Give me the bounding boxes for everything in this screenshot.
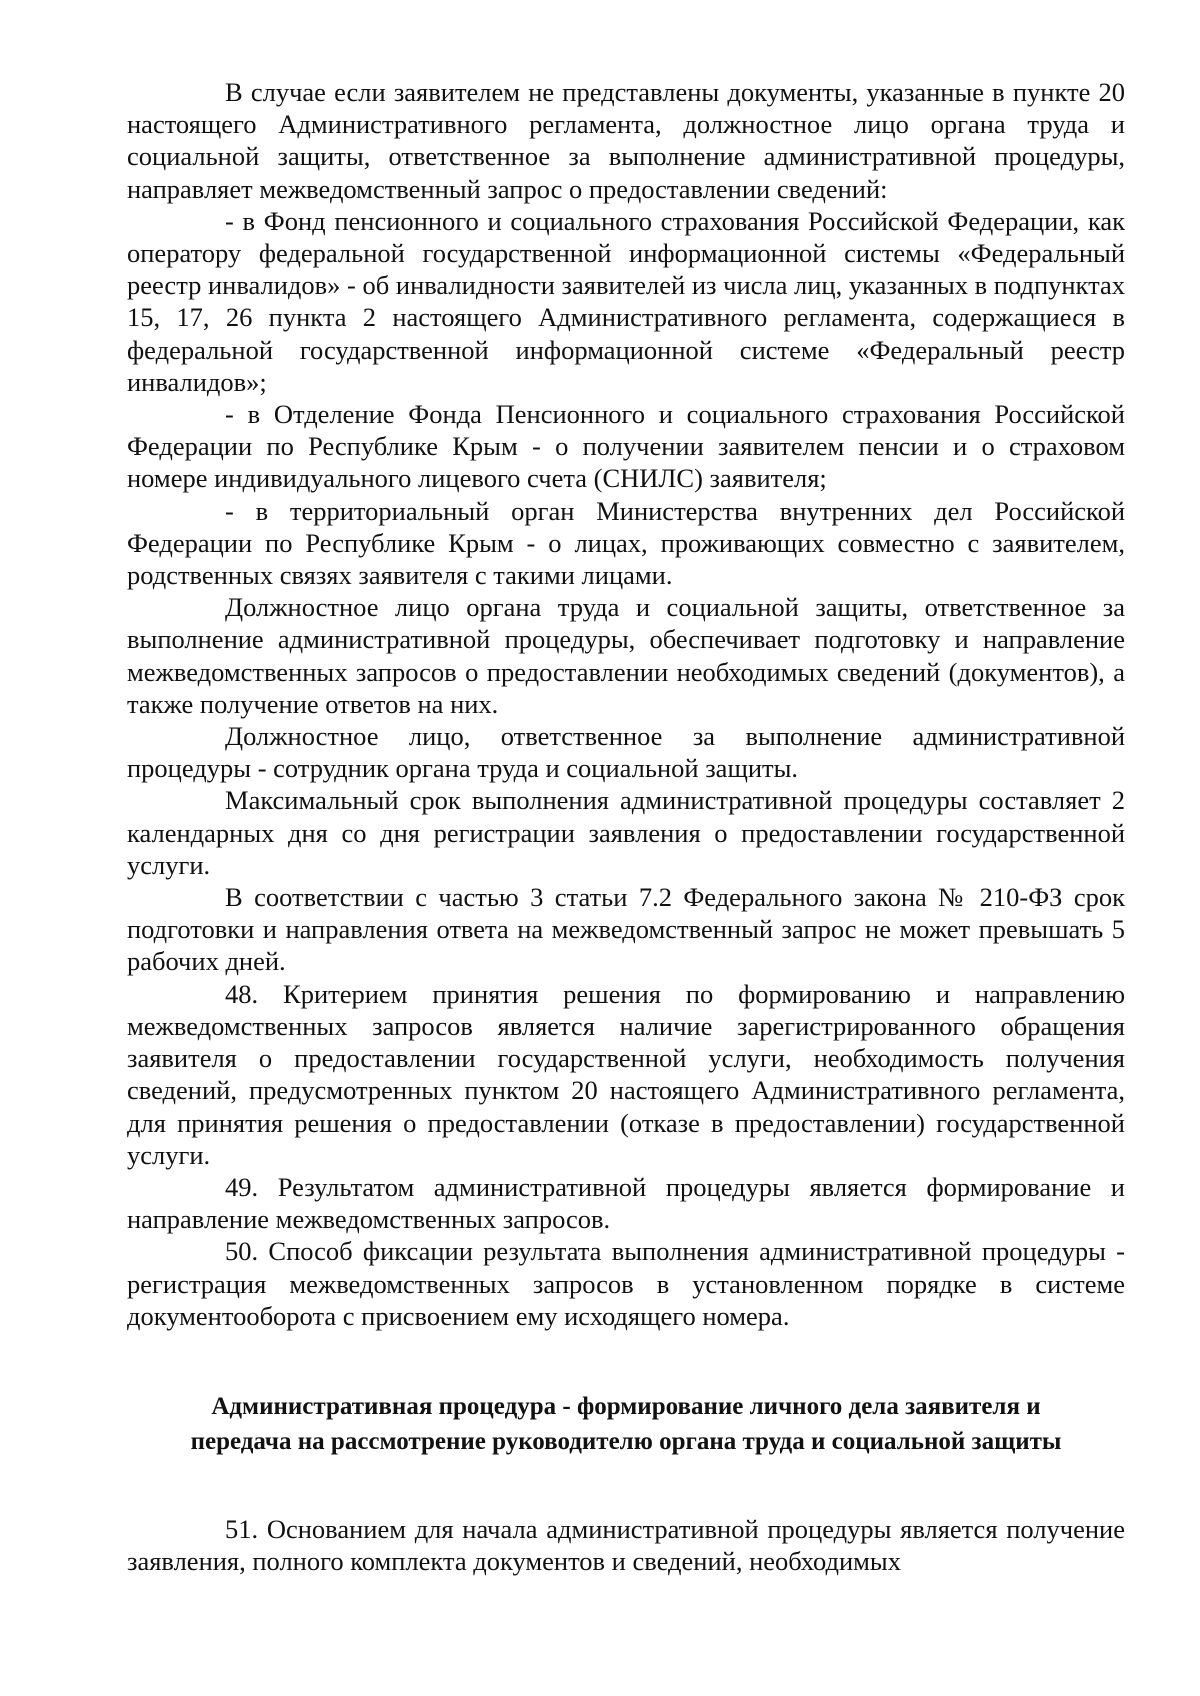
paragraph-official-duties: Должностное лицо органа труда и социальной защиты, ответственное за выполнение административной процедуры, обеспечивает подготовку и направление межведомственных запросов о предоставлении необходимых сведений (документов), а также получение ответов на них. bbox=[127, 592, 1125, 719]
list-item-interior-ministry: - в территориальный орган Министерства внутренних дел Российской Федерации по Республике Крым - о лицах, проживающих совместно с заявителем, родственных связях заявителя с такими лицами. bbox=[127, 495, 1125, 591]
document-page bbox=[127, 76, 1125, 1577]
paragraph-50: 50. Способ фиксации результата выполнения административной процедуры - регистрация межведомственных запросов в установленном порядке в системе документооборота с присвоением ему исходящего номера. bbox=[127, 1236, 1125, 1331]
paragraph-51: 51. Основанием для начала административной процедуры является получение заявления, полного комплекта документов и сведений, необходимых bbox=[127, 1513, 1125, 1577]
section-heading-line-2: передача на рассмотрение руководителю органа труда и социальной защиты bbox=[190, 1427, 1062, 1455]
paragraph-responsible-official: Должностное лицо, ответственное за выполнение административной процедуры - сотрудник органа труда и социальной защиты. bbox=[127, 721, 1125, 784]
list-item-crimea-fund-branch: - в Отделение Фонда Пенсионного и социального страхования Российской Федерации по Республике Крым - о получении заявителем пенсии и о страховом номере индивидуального лицевого счета (СНИЛС) заявителя; bbox=[127, 399, 1125, 494]
list-item-pension-fund: - в Фонд пенсионного и социального страхования Российской Федерации, как оператору федеральной государственной информационной системы «Федеральный реестр инвалидов» - об инвалидности заявителей из числа лиц, указанных в подпунктах 15, 17, 26 пункта 2 настоящего Административного регламента, содержащиеся в федеральной государственной информационной системе «Федеральный реестр инвалидов»; bbox=[127, 205, 1125, 397]
section-heading-line-1: Административная процедура - формирование личного дела заявителя и bbox=[211, 1392, 1041, 1420]
paragraph-missing-documents: В случае если заявителем не представлены документы, указанные в пункте 20 настоящего Административного регламента, должностное лицо органа труда и социальной защиты, ответственное за выполнение административной процедуры, направляет межведомственный запрос о предоставлении сведений: bbox=[127, 77, 1125, 204]
paragraph-max-term: Максимальный срок выполнения административной процедуры составляет 2 календарных дня со дня регистрации заявления о предоставлении государственной услуги. bbox=[127, 785, 1125, 880]
section-heading bbox=[127, 1389, 1125, 1459]
paragraph-48: 48. Критерием принятия решения по формированию и направлению межведомственных запросов является наличие зарегистрированного обращения заявителя о предоставлении государственной услуги, необходимость получения сведений, предусмотренных пунктом 20 настоящего Административного регламента, для принятия решения о предоставлении (отказе в предоставлении) государственной услуги. bbox=[127, 978, 1125, 1170]
paragraph-49: 49. Результатом административной процедуры является формирование и направление межведомственных запросов. bbox=[127, 1171, 1125, 1235]
paragraph-federal-law: В соответствии с частью 3 статьи 7.2 Федерального закона № 210-ФЗ срок подготовки и направления ответа на межведомственный запрос не может превышать 5 рабочих дней. bbox=[127, 882, 1125, 977]
